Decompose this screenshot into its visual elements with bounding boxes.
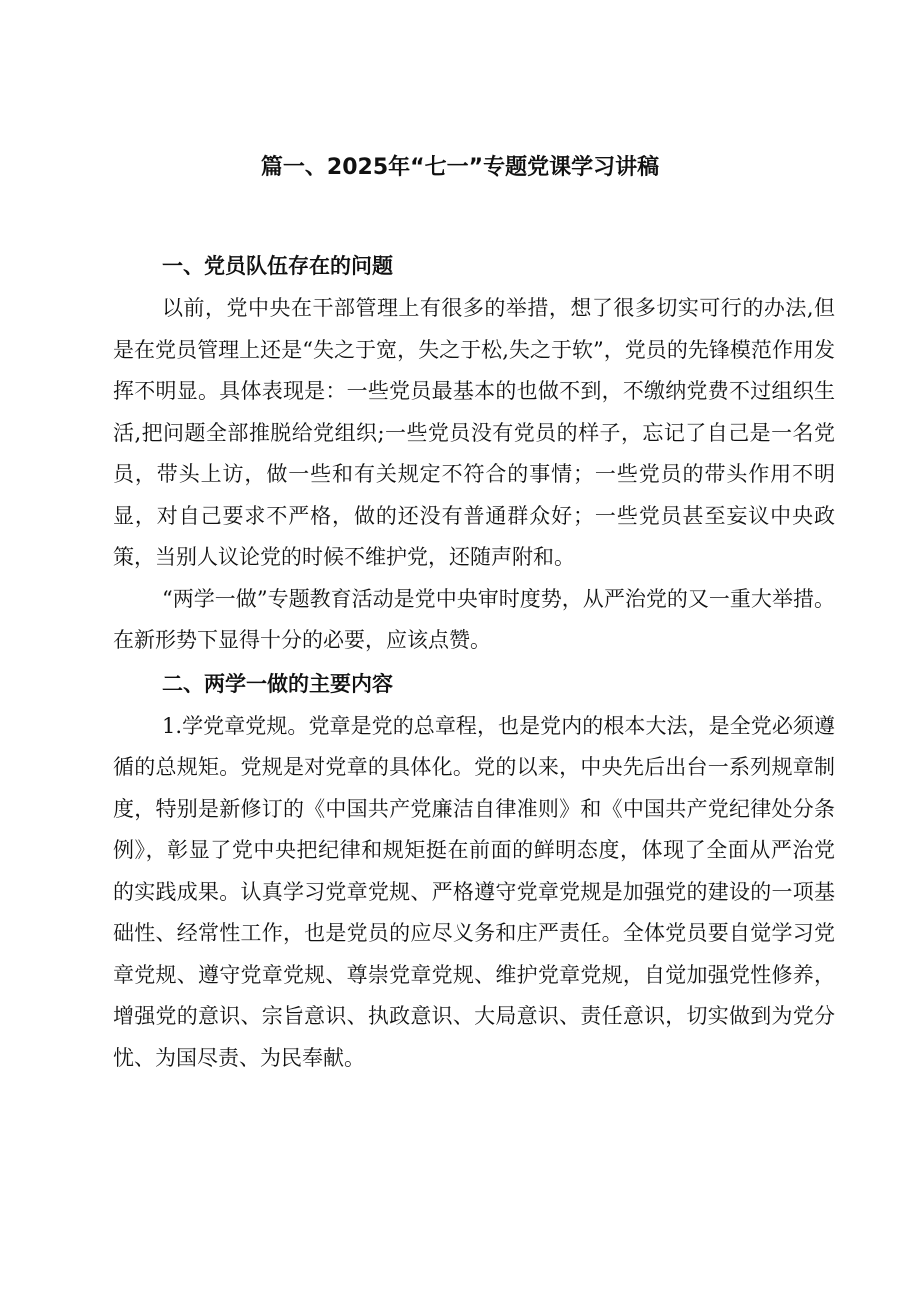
section-1-heading: 一、党员队伍存在的问题 [162, 254, 393, 278]
document-body [113, 244, 835, 1079]
document-title: 篇一、2025年“七一”专题党课学习讲稿 [260, 155, 660, 180]
section-1-paragraph-2: “两学一做”专题教育活动是党中央审时度势，从严治党的又一重大举措。在新形势下显得十分的必要，应该点赞。 [113, 586, 835, 652]
section-1-paragraph-1: 以前，党中央在干部管理上有很多的举措，想了很多切实可行的办法,但是在党员管理上还是“失之于宽，失之于松,失之于软”，党员的先锋模范作用发挥不明显。具体表现是：一些党员最基本的也做不到，不缴纳党费不过组织生活,把问题全部推脱给党组织;一些党员没有党员的样子，忘记了自己是一名党员，带头上访，做一些和有关规定不符合的事情；一些党员的带头作用不明显，对自己要求不严格，做的还没有普通群众好；一些党员甚至妄议中央政策，当别人议论党的时候不维护党，还随声附和。 [113, 296, 835, 569]
section-2-paragraph-1: 1.学党章党规。党章是党的总章程，也是党内的根本大法，是全党必须遵循的总规矩。党规是对党章的具体化。党的以来，中央先后出台一系列规章制度，特别是新修订的《中国共产党廉洁自律准则》和《中国共产党纪律处分条例》，彰显了党中央把纪律和规矩挺在前面的鲜明态度，体现了全面从严治党的实践成果。认真学习党章党规、严格遵守党章党规是加强党的建设的一项基础性、经常性工作，也是党员的应尽义务和庄严责任。全体党员要自觉学习党章党规、遵守党章党规、尊崇党章党规、维护党章党规，自觉加强党性修养，增强党的意识、宗旨意识、执政意识、大局意识、责任意识，切实做到为党分忧、为国尽责、为民奉献。 [113, 713, 835, 1070]
section-2-heading: 二、两学一做的主要内容 [162, 671, 393, 696]
